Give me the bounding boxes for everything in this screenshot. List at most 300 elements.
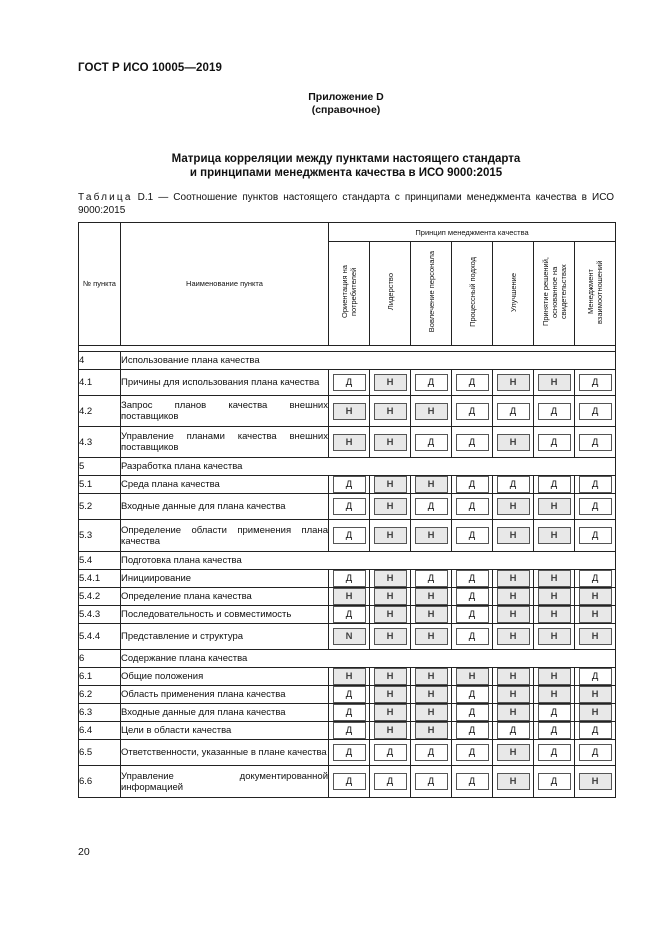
matrix-value: Д xyxy=(333,527,366,544)
principle-header-6 xyxy=(534,242,575,346)
matrix-cell xyxy=(329,427,370,458)
matrix-value: Д xyxy=(456,628,489,645)
matrix-cell xyxy=(493,686,534,704)
matrix-value: Н xyxy=(538,686,571,703)
matrix-cell xyxy=(370,704,411,722)
matrix-cell xyxy=(329,686,370,704)
matrix-value: Н xyxy=(374,628,407,645)
table-row xyxy=(79,476,616,494)
matrix-cell xyxy=(534,520,575,552)
matrix-cell xyxy=(575,606,616,624)
row-number: 4.2 xyxy=(79,396,121,427)
row-number: 5.3 xyxy=(79,520,121,552)
matrix-cell xyxy=(411,668,452,686)
matrix-value: Н xyxy=(374,704,407,721)
matrix-cell xyxy=(329,520,370,552)
row-number: 5 xyxy=(79,458,121,476)
matrix-value: Д xyxy=(415,498,448,515)
matrix-cell xyxy=(411,722,452,740)
matrix-value: Н xyxy=(497,498,530,515)
matrix-value: Д xyxy=(333,686,366,703)
matrix-cell xyxy=(575,520,616,552)
matrix-value: Н xyxy=(415,722,448,739)
matrix-value: Н xyxy=(579,773,612,790)
matrix-cell xyxy=(534,570,575,588)
matrix-value: Д xyxy=(333,570,366,587)
matrix-value: Д xyxy=(333,704,366,721)
principle-label: Менеджмент взаимоотношений xyxy=(586,260,605,324)
matrix-value: Д xyxy=(456,476,489,493)
matrix-cell xyxy=(329,476,370,494)
matrix-cell xyxy=(493,704,534,722)
matrix-cell xyxy=(329,704,370,722)
row-name: Представление и структура xyxy=(121,624,329,650)
correlation-matrix-table xyxy=(78,222,616,798)
matrix-cell xyxy=(534,686,575,704)
table-row xyxy=(79,686,616,704)
row-name: Причины для использования плана качества xyxy=(121,370,329,396)
document-code: ГОСТ Р ИСО 10005—2019 xyxy=(78,62,223,74)
matrix-value: Д xyxy=(374,773,407,790)
matrix-cell xyxy=(575,704,616,722)
matrix-cell xyxy=(534,396,575,427)
matrix-cell xyxy=(370,740,411,766)
matrix-cell xyxy=(534,668,575,686)
matrix-value: Д xyxy=(333,722,366,739)
row-name: Входные данные для плана качества xyxy=(121,494,329,520)
matrix-value: Д xyxy=(538,722,571,739)
row-name: Определение плана качества xyxy=(121,588,329,606)
matrix-cell xyxy=(534,624,575,650)
matrix-cell xyxy=(329,396,370,427)
matrix-cell xyxy=(534,722,575,740)
matrix-value: Н xyxy=(579,704,612,721)
matrix-value: Д xyxy=(579,744,612,761)
table-row xyxy=(79,552,616,570)
matrix-value: Д xyxy=(579,434,612,451)
matrix-value: Д xyxy=(497,403,530,420)
matrix-value: Д xyxy=(333,744,366,761)
matrix-value: Д xyxy=(415,434,448,451)
row-number: 5.4 xyxy=(79,552,121,570)
principle-label: Процессный подход xyxy=(467,257,477,327)
principles-header: Принцип менеджмента качества xyxy=(329,223,616,242)
principle-header-5 xyxy=(493,242,534,346)
matrix-value: Н xyxy=(497,570,530,587)
matrix-value: Д xyxy=(415,374,448,391)
matrix-cell xyxy=(452,722,493,740)
matrix-value: Н xyxy=(497,434,530,451)
matrix-cell xyxy=(575,396,616,427)
row-name: Последовательность и совместимость xyxy=(121,606,329,624)
matrix-value: Н xyxy=(497,668,530,685)
matrix-cell xyxy=(493,520,534,552)
matrix-cell xyxy=(329,370,370,396)
matrix-cell xyxy=(329,766,370,798)
matrix-value: N xyxy=(333,628,366,645)
matrix-value: Н xyxy=(415,704,448,721)
matrix-value: Н xyxy=(374,588,407,605)
matrix-cell xyxy=(493,494,534,520)
matrix-value: Н xyxy=(538,374,571,391)
matrix-value: Н xyxy=(497,704,530,721)
table-row xyxy=(79,740,616,766)
matrix-value: Д xyxy=(333,476,366,493)
matrix-value: Н xyxy=(415,686,448,703)
matrix-value: Н xyxy=(333,403,366,420)
row-number: 5.4.1 xyxy=(79,570,121,588)
matrix-cell xyxy=(575,740,616,766)
matrix-cell xyxy=(534,704,575,722)
matrix-value: Д xyxy=(456,434,489,451)
column-header-number: № пункта xyxy=(79,223,121,346)
matrix-value: Д xyxy=(579,668,612,685)
matrix-cell xyxy=(575,668,616,686)
matrix-cell xyxy=(329,494,370,520)
matrix-cell xyxy=(411,396,452,427)
matrix-cell xyxy=(370,606,411,624)
matrix-value: Н xyxy=(415,628,448,645)
matrix-value: Н xyxy=(415,668,448,685)
matrix-value: Н xyxy=(538,498,571,515)
matrix-cell xyxy=(493,722,534,740)
section-name: Подготовка плана качества xyxy=(121,552,616,570)
matrix-cell xyxy=(575,427,616,458)
matrix-value: Д xyxy=(456,403,489,420)
matrix-value: Д xyxy=(579,498,612,515)
matrix-value: Н xyxy=(374,498,407,515)
matrix-value: Д xyxy=(579,476,612,493)
matrix-value: Н xyxy=(333,668,366,685)
matrix-value: Д xyxy=(497,476,530,493)
matrix-cell xyxy=(370,588,411,606)
matrix-value: Н xyxy=(374,476,407,493)
matrix-cell xyxy=(575,570,616,588)
matrix-value: Н xyxy=(374,668,407,685)
row-name: Ответственности, указанные в плане качества xyxy=(121,740,329,766)
matrix-value: Д xyxy=(579,570,612,587)
row-number: 5.4.4 xyxy=(79,624,121,650)
matrix-cell xyxy=(329,588,370,606)
matrix-value: Д xyxy=(333,498,366,515)
row-number: 5.4.3 xyxy=(79,606,121,624)
principle-label: Вовлечение персонала xyxy=(426,251,436,333)
matrix-value: Н xyxy=(333,434,366,451)
matrix-value: Н xyxy=(374,403,407,420)
row-name: Общие положения xyxy=(121,668,329,686)
matrix-cell xyxy=(452,494,493,520)
matrix-value: Д xyxy=(538,434,571,451)
matrix-cell xyxy=(452,740,493,766)
matrix-value: Н xyxy=(415,606,448,623)
matrix-cell xyxy=(370,427,411,458)
matrix-cell xyxy=(493,740,534,766)
table-row xyxy=(79,396,616,427)
table-row xyxy=(79,722,616,740)
matrix-cell xyxy=(534,588,575,606)
appendix-title: Приложение D xyxy=(308,91,384,103)
matrix-value: Н xyxy=(415,588,448,605)
matrix-cell xyxy=(575,494,616,520)
matrix-cell xyxy=(452,606,493,624)
matrix-value: Н xyxy=(538,628,571,645)
matrix-cell xyxy=(534,740,575,766)
title-line-2: и принципами менеджмента качества в ИСО 9000:2015 xyxy=(189,167,503,179)
row-name: Управление документированной информацией xyxy=(121,766,329,798)
matrix-cell xyxy=(411,686,452,704)
matrix-cell xyxy=(493,606,534,624)
matrix-cell xyxy=(411,606,452,624)
matrix-value: Д xyxy=(333,606,366,623)
matrix-value: Д xyxy=(579,722,612,739)
row-number: 6.6 xyxy=(79,766,121,798)
row-name: Область применения плана качества xyxy=(121,686,329,704)
principle-label: Принятие решений, основанное на свидетельствах xyxy=(540,257,568,327)
matrix-cell xyxy=(411,704,452,722)
matrix-value: Д xyxy=(456,374,489,391)
row-name: Управление планами качества внешних поставщиков xyxy=(121,427,329,458)
matrix-cell xyxy=(575,588,616,606)
matrix-cell xyxy=(370,396,411,427)
principle-header-2 xyxy=(370,242,411,346)
matrix-value: Д xyxy=(456,704,489,721)
matrix-value: Н xyxy=(497,773,530,790)
matrix-value: Д xyxy=(579,527,612,544)
matrix-value: Д xyxy=(497,722,530,739)
principle-label: Лидерство xyxy=(385,273,395,311)
matrix-cell xyxy=(452,570,493,588)
matrix-cell xyxy=(370,624,411,650)
matrix-cell xyxy=(493,396,534,427)
matrix-value: Н xyxy=(579,588,612,605)
matrix-value: Д xyxy=(456,588,489,605)
principle-label: Ориентация на потребителей xyxy=(340,265,358,319)
table-row xyxy=(79,588,616,606)
matrix-cell xyxy=(411,427,452,458)
matrix-value: Н xyxy=(374,374,407,391)
matrix-value: Н xyxy=(374,606,407,623)
matrix-cell xyxy=(370,494,411,520)
matrix-cell xyxy=(329,740,370,766)
matrix-value: Д xyxy=(456,527,489,544)
matrix-value: Н xyxy=(415,403,448,420)
column-header-name: Наименование пункта xyxy=(121,223,329,346)
matrix-cell xyxy=(329,722,370,740)
matrix-cell xyxy=(493,766,534,798)
row-number: 5.1 xyxy=(79,476,121,494)
page-number: 20 xyxy=(78,846,90,858)
matrix-value: Д xyxy=(415,773,448,790)
matrix-cell xyxy=(370,570,411,588)
matrix-value: Д xyxy=(456,686,489,703)
table-row xyxy=(79,650,616,668)
row-number: 6.5 xyxy=(79,740,121,766)
row-number: 4.3 xyxy=(79,427,121,458)
table-row xyxy=(79,520,616,552)
matrix-value: Н xyxy=(538,527,571,544)
table-row xyxy=(79,570,616,588)
table-caption-label: Таблица xyxy=(78,192,133,203)
matrix-value: Н xyxy=(497,606,530,623)
section-name: Содержание плана качества xyxy=(121,650,616,668)
matrix-value: Д xyxy=(456,744,489,761)
title-line-1: Матрица корреляции между пунктами настоящего стандарта xyxy=(171,153,521,165)
matrix-cell xyxy=(575,686,616,704)
matrix-cell xyxy=(329,606,370,624)
matrix-value: Д xyxy=(333,374,366,391)
row-number: 6.1 xyxy=(79,668,121,686)
matrix-cell xyxy=(370,370,411,396)
matrix-value: Н xyxy=(497,588,530,605)
matrix-cell xyxy=(534,606,575,624)
matrix-cell xyxy=(411,370,452,396)
matrix-cell xyxy=(370,686,411,704)
matrix-value: Н xyxy=(456,668,489,685)
matrix-cell xyxy=(452,704,493,722)
matrix-cell xyxy=(534,494,575,520)
matrix-value: Н xyxy=(374,527,407,544)
matrix-cell xyxy=(575,722,616,740)
principle-header-7 xyxy=(575,242,616,346)
matrix-value: Н xyxy=(415,527,448,544)
matrix-value: Н xyxy=(415,476,448,493)
matrix-cell xyxy=(452,686,493,704)
matrix-cell xyxy=(370,668,411,686)
table-row xyxy=(79,494,616,520)
table-caption xyxy=(78,191,614,217)
matrix-value: Д xyxy=(456,722,489,739)
matrix-cell xyxy=(411,740,452,766)
matrix-cell xyxy=(575,370,616,396)
matrix-value: Д xyxy=(333,773,366,790)
matrix-cell xyxy=(493,427,534,458)
matrix-value: Д xyxy=(456,498,489,515)
row-number: 6.3 xyxy=(79,704,121,722)
matrix-cell xyxy=(534,370,575,396)
matrix-cell xyxy=(411,570,452,588)
matrix-value: Д xyxy=(538,476,571,493)
row-name: Среда плана качества xyxy=(121,476,329,494)
matrix-cell xyxy=(493,588,534,606)
section-name: Использование плана качества xyxy=(121,352,616,370)
matrix-value: Н xyxy=(497,628,530,645)
matrix-value: Н xyxy=(538,570,571,587)
row-number: 6.4 xyxy=(79,722,121,740)
page-title xyxy=(78,152,614,180)
matrix-cell xyxy=(411,476,452,494)
matrix-cell xyxy=(370,476,411,494)
matrix-value: Н xyxy=(538,668,571,685)
principle-label: Улучшение xyxy=(508,272,518,312)
matrix-value: Н xyxy=(333,588,366,605)
table-row xyxy=(79,704,616,722)
matrix-value: Н xyxy=(374,686,407,703)
row-number: 6.2 xyxy=(79,686,121,704)
matrix-value: Д xyxy=(538,773,571,790)
matrix-cell xyxy=(452,520,493,552)
row-number: 5.2 xyxy=(79,494,121,520)
table-row xyxy=(79,606,616,624)
row-name: Входные данные для плана качества xyxy=(121,704,329,722)
row-number: 6 xyxy=(79,650,121,668)
matrix-cell xyxy=(575,766,616,798)
table-row xyxy=(79,668,616,686)
matrix-value: Н xyxy=(497,744,530,761)
principle-header-3 xyxy=(411,242,452,346)
matrix-value: Д xyxy=(538,704,571,721)
matrix-cell xyxy=(329,668,370,686)
matrix-cell xyxy=(411,588,452,606)
matrix-value: Д xyxy=(456,606,489,623)
matrix-cell xyxy=(329,624,370,650)
matrix-cell xyxy=(534,476,575,494)
matrix-cell xyxy=(575,624,616,650)
matrix-value: Д xyxy=(579,374,612,391)
matrix-value: Н xyxy=(579,686,612,703)
section-name: Разработка плана качества xyxy=(121,458,616,476)
matrix-cell xyxy=(534,766,575,798)
matrix-cell xyxy=(411,494,452,520)
matrix-value: Д xyxy=(579,403,612,420)
row-name: Инициирование xyxy=(121,570,329,588)
appendix-heading xyxy=(78,91,614,117)
table-row xyxy=(79,624,616,650)
matrix-cell xyxy=(452,766,493,798)
matrix-cell xyxy=(575,476,616,494)
matrix-value: Д xyxy=(538,744,571,761)
matrix-value: Н xyxy=(374,570,407,587)
matrix-value: Д xyxy=(415,744,448,761)
table-row xyxy=(79,766,616,798)
matrix-cell xyxy=(411,766,452,798)
matrix-cell xyxy=(452,624,493,650)
principle-header-4 xyxy=(452,242,493,346)
matrix-value: Н xyxy=(497,527,530,544)
matrix-value: Н xyxy=(497,374,530,391)
matrix-cell xyxy=(370,722,411,740)
matrix-value: Д xyxy=(415,570,448,587)
principle-header-1 xyxy=(329,242,370,346)
table-row xyxy=(79,370,616,396)
matrix-value: Н xyxy=(497,686,530,703)
matrix-cell xyxy=(493,668,534,686)
table-caption-text: D.1 — Соотношение пунктов настоящего стандарта с принципами менеджмента качества в ИСО 9000:2015 xyxy=(78,192,614,216)
matrix-cell xyxy=(411,520,452,552)
matrix-cell xyxy=(493,570,534,588)
matrix-cell xyxy=(370,766,411,798)
matrix-value: Д xyxy=(456,773,489,790)
matrix-cell xyxy=(452,588,493,606)
row-number: 5.4.2 xyxy=(79,588,121,606)
row-number: 4.1 xyxy=(79,370,121,396)
matrix-value: Н xyxy=(374,434,407,451)
matrix-cell xyxy=(493,624,534,650)
matrix-cell xyxy=(452,396,493,427)
matrix-value: Н xyxy=(579,606,612,623)
matrix-value: Н xyxy=(579,628,612,645)
matrix-cell xyxy=(493,370,534,396)
row-name: Запрос планов качества внешних поставщиков xyxy=(121,396,329,427)
matrix-value: Д xyxy=(538,403,571,420)
matrix-cell xyxy=(452,668,493,686)
table-row xyxy=(79,427,616,458)
matrix-cell xyxy=(452,476,493,494)
matrix-value: Д xyxy=(374,744,407,761)
row-number: 4 xyxy=(79,352,121,370)
table-row xyxy=(79,352,616,370)
table-row xyxy=(79,458,616,476)
matrix-cell xyxy=(452,427,493,458)
